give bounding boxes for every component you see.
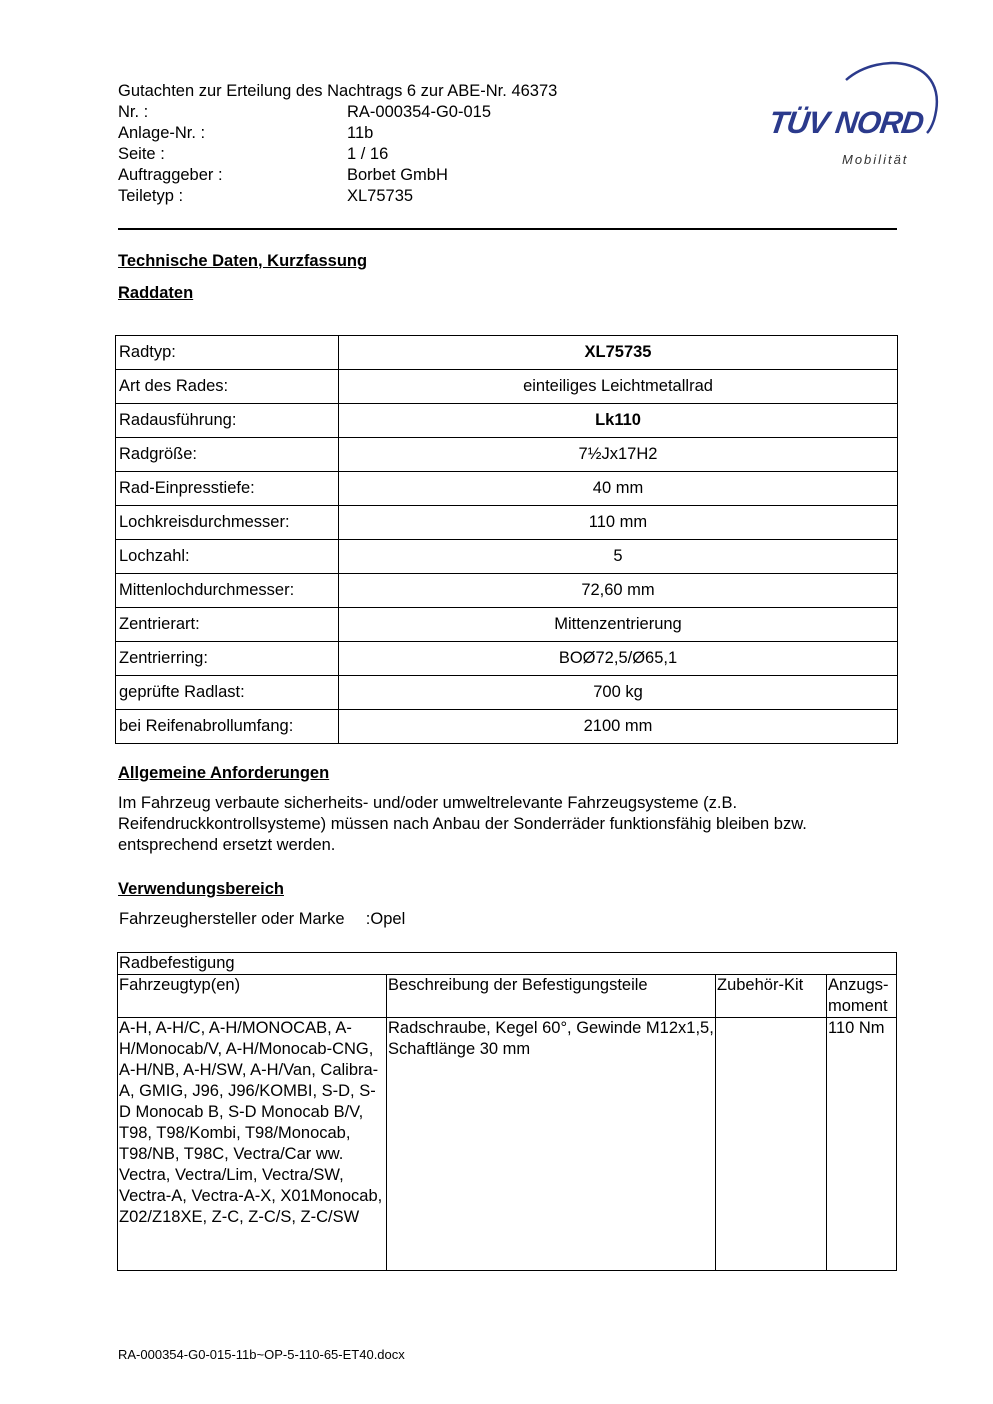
raddaten-label: Zentrierart: [116, 608, 339, 642]
raddaten-label: Lochkreisdurchmesser: [116, 506, 339, 540]
header-value: XL75735 [347, 187, 414, 205]
heading-allgemeine-anforderungen: Allgemeine Anforderungen [118, 764, 330, 782]
footer-filename: RA-000354-G0-015-11b~OP-5-110-65-ET40.docx [118, 1347, 405, 1362]
fahrzeughersteller-value: :Opel [365, 910, 406, 928]
raddaten-row [116, 642, 898, 676]
raddaten-value: Mittenzentrierung [339, 608, 898, 642]
heading-verwendungsbereich: Verwendungsbereich [118, 880, 284, 898]
raddaten-value: Lk110 [339, 404, 898, 438]
heading-raddaten: Raddaten [118, 284, 194, 302]
header-row-auftraggeber [118, 165, 557, 186]
raddaten-label: Zentrierring: [116, 642, 339, 676]
header-value: RA-000354-G0-015 [347, 103, 492, 121]
allgemeine-paragraph: Im Fahrzeug verbaute sicherheits- und/oder umweltrelevante Fahrzeugsysteme (z.B. Reifendruckkontrollsysteme) müssen nach Anbau der Sonderräder funktionsfähig bleiben bzw. entsprechend ersetzt werden. [118, 794, 807, 854]
raddaten-value: 110 mm [339, 506, 898, 540]
heading-technische-daten: Technische Daten, Kurzfassung [118, 252, 368, 270]
fahrzeughersteller-line [119, 910, 405, 929]
raddaten-row [116, 540, 898, 574]
header-label: Nr. : [118, 103, 149, 121]
header-row-nr [118, 102, 557, 123]
raddaten-value: 7½Jx17H2 [339, 438, 898, 472]
logo-wordmark: TÜV NORD [766, 105, 926, 140]
raddaten-row [116, 438, 898, 472]
raddaten-row [116, 574, 898, 608]
header-label: Auftraggeber : [118, 166, 223, 184]
fahrzeughersteller-label: Fahrzeughersteller oder Marke [119, 910, 345, 928]
raddaten-row [116, 710, 898, 744]
raddaten-label: Art des Rades: [116, 370, 339, 404]
raddaten-label: Radtyp: [116, 336, 339, 370]
raddaten-row [116, 370, 898, 404]
raddaten-label: Mittenlochdurchmesser: [116, 574, 339, 608]
header-row-teiletyp [118, 186, 557, 207]
raddaten-row [116, 676, 898, 710]
raddaten-value: einteiliges Leichtmetallrad [339, 370, 898, 404]
raddaten-value: 72,60 mm [339, 574, 898, 608]
raddaten-row [116, 404, 898, 438]
raddaten-value: 700 kg [339, 676, 898, 710]
header-label: Anlage-Nr. : [118, 124, 206, 142]
header-value: 1 / 16 [347, 145, 389, 163]
header-label: Teiletyp : [118, 187, 184, 205]
raddaten-label: geprüfte Radlast: [116, 676, 339, 710]
raddaten-value: 2100 mm [339, 710, 898, 744]
cell-anzugsmoment: 110 Nm [827, 1018, 897, 1271]
header-anzugsmoment: Anzugs-moment [827, 975, 897, 1018]
raddaten-row [116, 472, 898, 506]
raddaten-value: BOØ72,5/Ø65,1 [339, 642, 898, 676]
raddaten-row [116, 608, 898, 642]
tuv-nord-logo [762, 58, 942, 170]
header-label: Seite : [118, 145, 165, 163]
document-header [118, 81, 557, 207]
document-title: Gutachten zur Erteilung des Nachtrags 6 zur ABE-Nr. 46373 [118, 82, 558, 100]
header-zubehoer-kit: Zubehör-Kit [716, 975, 827, 1018]
raddaten-label: Lochzahl: [116, 540, 339, 574]
raddaten-label: Rad-Einpresstiefe: [116, 472, 339, 506]
header-fahrzeugtypen: Fahrzeugtyp(en) [118, 975, 387, 1018]
header-row-seite [118, 144, 557, 165]
raddaten-label: Radgröße: [116, 438, 339, 472]
raddaten-value: XL75735 [339, 336, 898, 370]
radbefestigung-title: Radbefestigung [118, 953, 897, 975]
raddaten-label: Radausführung: [116, 404, 339, 438]
raddaten-value: 40 mm [339, 472, 898, 506]
raddaten-row [116, 336, 898, 370]
cell-fahrzeugtypen: A-H, A-H/C, A-H/MONOCAB, A-H/Monocab/V, A-H/Monocab-CNG, A-H/NB, A-H/SW, A-H/Van, Calibra-A, GMIG, J96, J96/KOMBI, S-D, S-D Monocab B, S-D Monocab B/V, T98, T98/Kombi, T98/Monocab, T98/NB, T98C, Vectra/Car ww. Vectra, Vectra/Lim, Vectra/SW, Vectra-A, Vectra-A-X, X01Monocab, Z02/Z18XE, Z-C, Z-C/S, Z-C/SW [118, 1018, 387, 1271]
cell-beschreibung: Radschraube, Kegel 60°, Gewinde M12x1,5, Schaftlänge 30 mm [387, 1018, 716, 1271]
header-divider [118, 228, 897, 230]
raddaten-label: bei Reifenabrollumfang: [116, 710, 339, 744]
raddaten-value: 5 [339, 540, 898, 574]
raddaten-row [116, 506, 898, 540]
cell-zubehoer-kit [716, 1018, 827, 1271]
header-beschreibung: Beschreibung der Befestigungsteile [387, 975, 716, 1018]
header-row-anlage [118, 123, 557, 144]
raddaten-table [115, 335, 898, 744]
radbefestigung-table [117, 952, 897, 1271]
header-value: 11b [347, 124, 374, 142]
header-value: Borbet GmbH [347, 166, 448, 184]
logo-subtitle: Mobilität [842, 152, 909, 167]
